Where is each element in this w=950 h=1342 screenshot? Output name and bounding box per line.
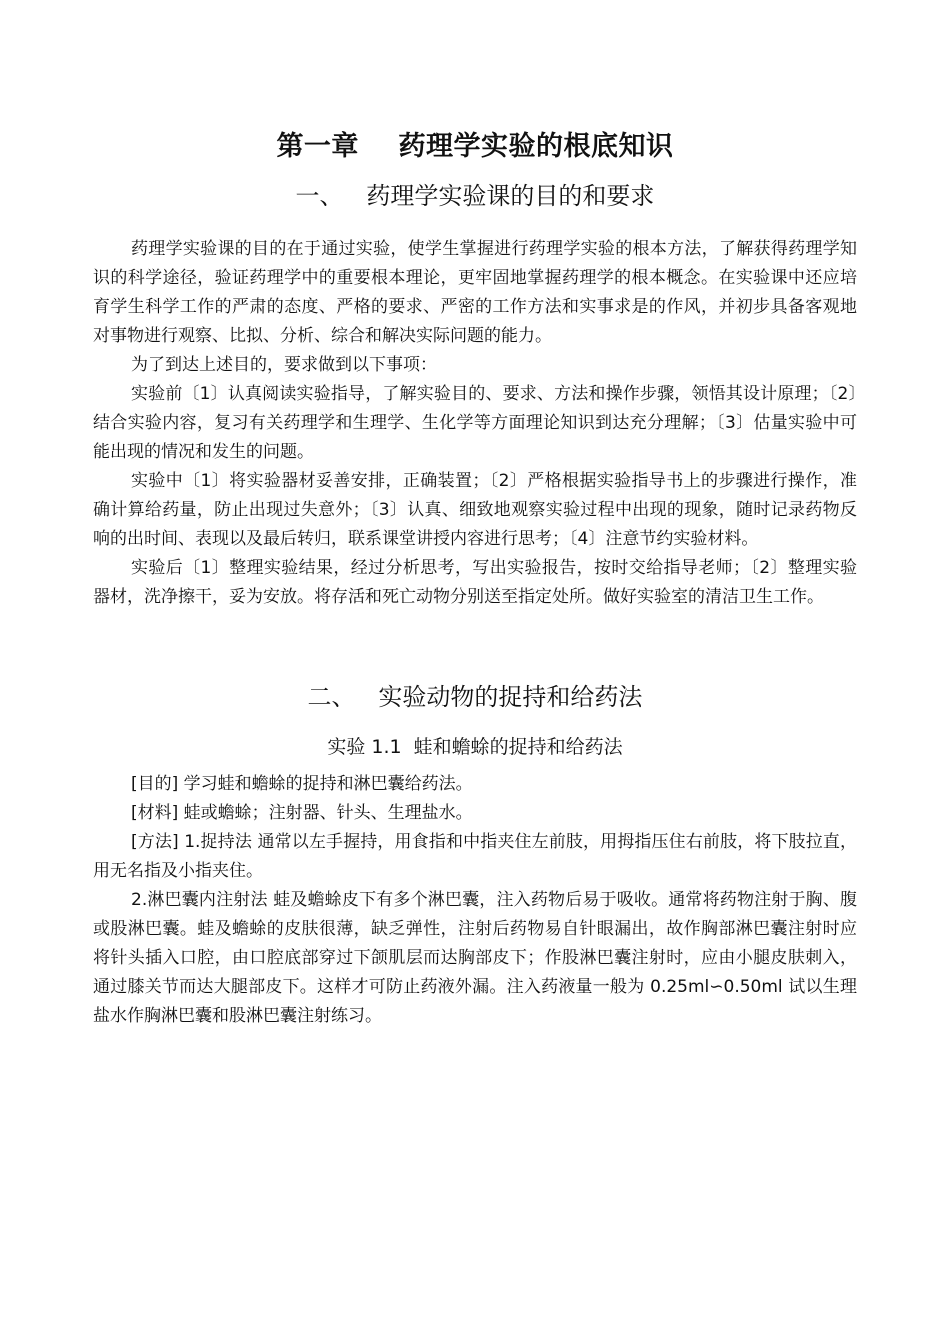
section-2-title: 二、 实验动物的捉持和给药法 <box>307 683 643 711</box>
experiment-paragraph-materials: [材料] 蛙或蟾蜍；注射器、针头、生理盐水。 <box>131 803 473 823</box>
experiment-paragraph-aim: [目的] 学习蛙和蟾蜍的捉持和淋巴囊给药法。 <box>131 774 473 794</box>
section-1-paragraph-requirements-intro: 为了到达上述目的，要求做到以下事项： <box>131 355 437 375</box>
experiment-paragraph-method-injection: 2.淋巴囊内注射法 蛙及蟾蜍皮下有多个淋巴囊，注入药物后易于吸收。通常将药物注射于胸、腹或股淋巴囊。蛙及蟾蜍的皮肤很薄，缺乏弹性，注射后药物易自针眼漏出，故作胸部淋巴囊注射时应将针头插入口腔，由口腔底部穿过下颌肌层而达胸部皮下；作股淋巴囊注射时，应由小腿皮肤刺入，通过膝关节而达大腿部皮下。这样才可防止药液外漏。注入药液量一般为 0.25ml∽0.50ml 试以生理盐水作胸淋巴囊和股淋巴囊注射练习。 <box>93 890 857 1026</box>
experiment-title: 实验 1.1 蛙和蟾蜍的捉持和给药法 <box>327 736 623 758</box>
section-spacer <box>93 612 857 680</box>
section-1-paragraph-before-experiment: 实验前〔1〕认真阅读实验指导，了解实验目的、要求、方法和操作步骤，领悟其设计原理；〔2〕结合实验内容，复习有关药理学和生理学、生化学等方面理论知识到达充分理解；〔3〕估量实验中可能出现的情况和发生的问题。 <box>93 384 857 462</box>
experiment-paragraph-method-holding: [方法] 1.捉持法 通常以左手握持，用食指和中指夹住左前肢，用拇指压住右前肢，将下肢拉直，用无名指及小指夹住。 <box>93 832 857 881</box>
section-1-paragraph-during-experiment: 实验中〔1〕将实验器材妥善安排，正确装置；〔2〕严格根据实验指导书上的步骤进行操作，准确计算给药量，防止出现过失意外；〔3〕认真、细致地观察实验过程中出现的现象，随时记录药物反响的出时间、表现以及最后转归，联系课堂讲授内容进行思考；〔4〕注意节约实验材料。 <box>93 471 857 549</box>
section-1-title: 一、 药理学实验课的目的和要求 <box>295 182 655 210</box>
chapter-title: 第一章 药理学实验的根底知识 <box>276 131 674 162</box>
section-1-paragraph-purpose: 药理学实验课的目的在于通过实验，使学生掌握进行药理学实验的根本方法，了解获得药理学知识的科学途径，验证药理学中的重要根本理论，更牢固地掌握药理学的根本概念。在实验课中还应培育学生科学工作的严肃的态度、严格的要求、严密的工作方法和实事求是的作风，并初步具备客观地对事物进行观察、比拟、分析、综合和解决实际问题的能力。 <box>93 239 857 346</box>
section-1-paragraph-after-experiment: 实验后〔1〕整理实验结果，经过分析思考，写出实验报告，按时交给指导老师；〔2〕整理实验器材，洗净擦干，妥为安放。将存活和死亡动物分别送至指定处所。做好实验室的清洁卫生工作。 <box>93 558 857 607</box>
